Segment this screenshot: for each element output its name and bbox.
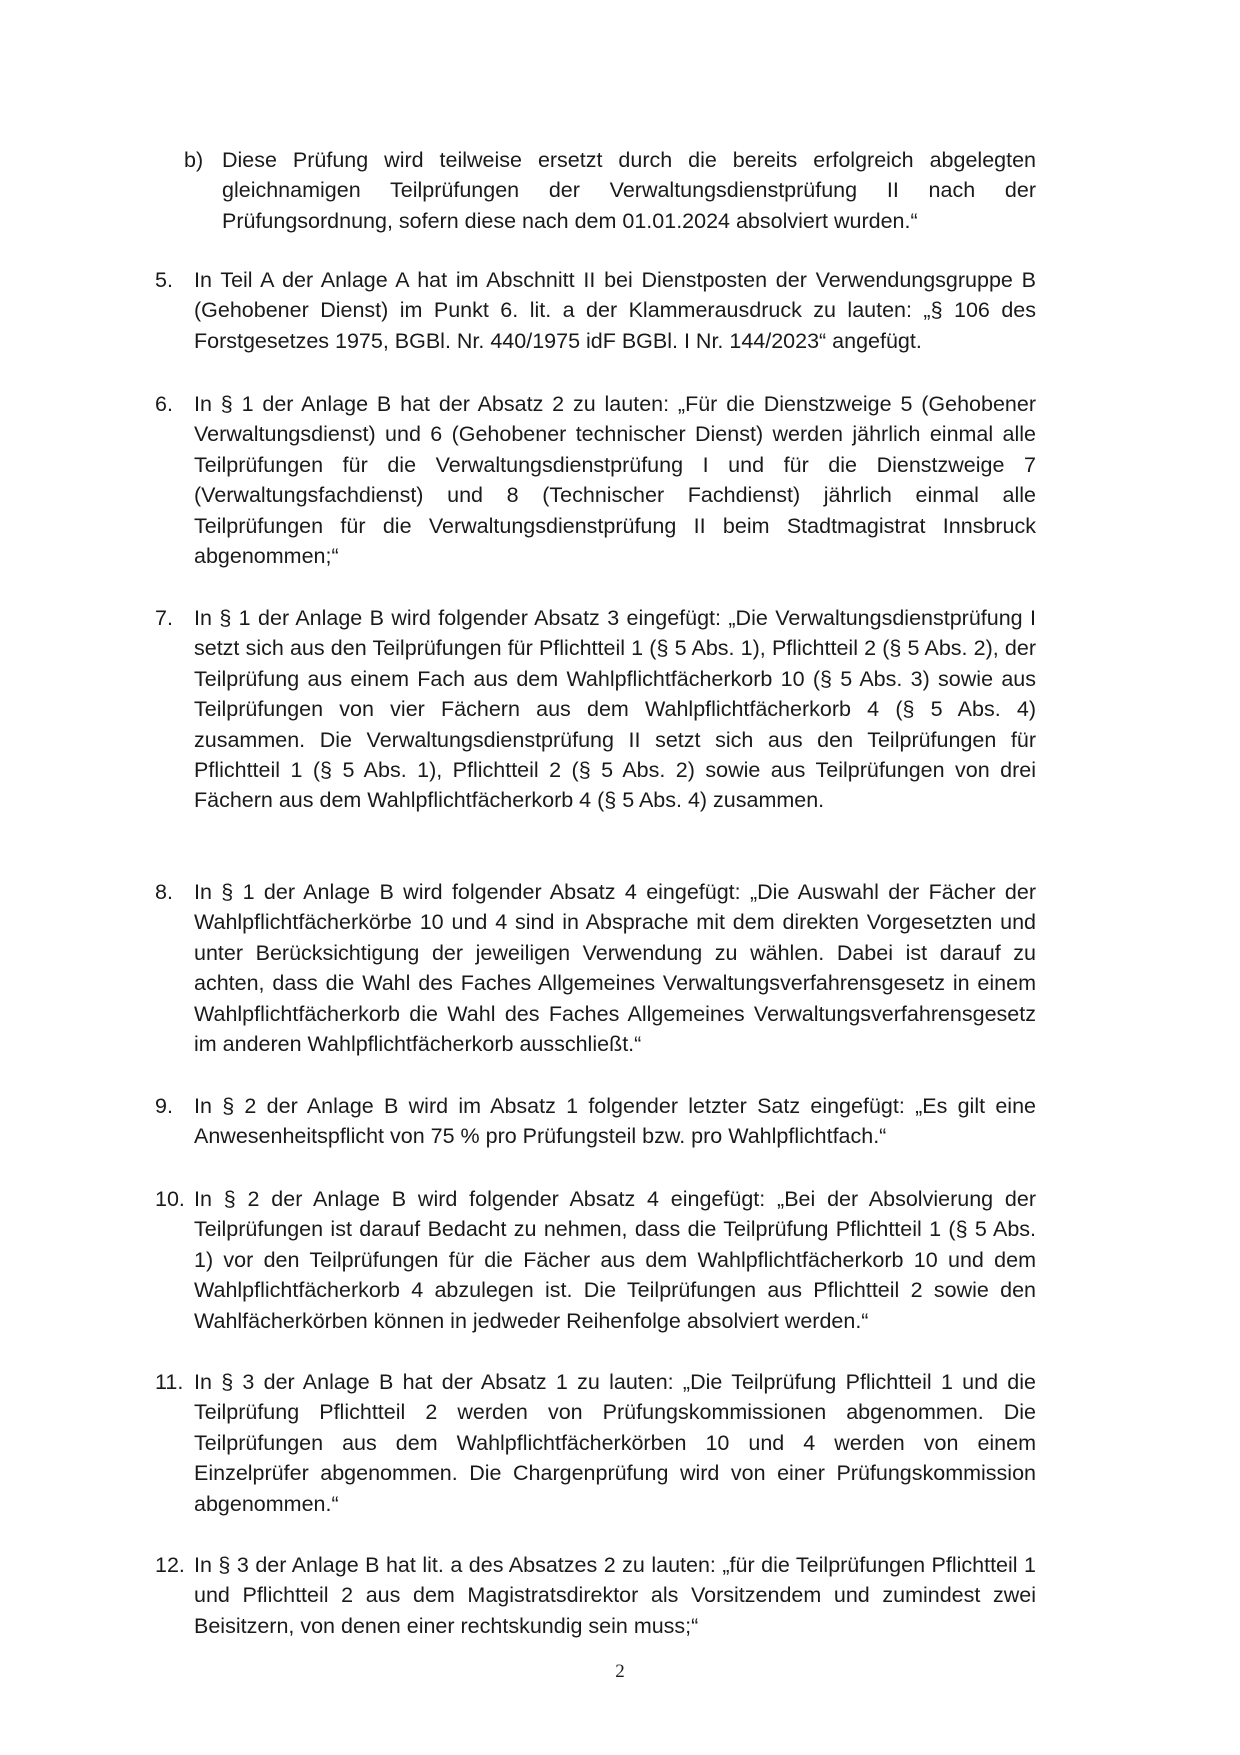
paragraph-text: In § 1 der Anlage B wird folgender Absatz 4 eingefügt: „Die Auswahl der Fächer der Wahlpflichtfächerkörbe 10 und 4 sind in Absprache mit dem direkten Vorgesetzten und unter Berücksichtigung der jeweiligen Verwendung zu wählen. Dabei ist darauf zu achten, dass die Wahl des Faches Allgemeines Verwaltungsverfahrensgesetz in einem Wahlpflichtfächerkorb die Wahl des Faches Allgemeines Verwaltungsverfahrensgesetz im anderen Wahlpflichtfächerkorb ausschließt.“ bbox=[194, 880, 1036, 1057]
paragraph-text: In § 2 der Anlage B wird folgender Absatz 4 eingefügt: „Bei der Absolvierung der Teilprüfungen ist darauf Bedacht zu nehmen, dass die Teilprüfung Pflichtteil 1 (§ 5 Abs. 1) vor den Teilprüfungen für die Fächer aus dem Wahlpflichtfächerkorb 10 und dem Wahlpflichtfächerkorb 4 abzulegen ist. Die Teilprüfungen aus Pflichtteil 2 sowie den Wahlfächerkörben können in jedweder Reihenfolge absolviert werden.“ bbox=[194, 1187, 1036, 1333]
list-number: 9. bbox=[155, 1094, 173, 1118]
page-number: 2 bbox=[615, 1661, 625, 1682]
list-number: 8. bbox=[155, 880, 173, 904]
list-marker: b) bbox=[184, 148, 204, 172]
paragraph-text: Diese Prüfung wird teilweise ersetzt durch die bereits erfolgreich abgelegten gleichnamigen Teilprüfungen der Verwaltungsdienstprüfung II nach der Prüfungsordnung, sofern diese nach dem 01.01.2024 absolviert wurden.“ bbox=[222, 148, 1036, 233]
list-item-10 bbox=[155, 1184, 1036, 1336]
list-number: 10. bbox=[155, 1187, 185, 1211]
list-item-6 bbox=[155, 389, 1036, 571]
list-item-8 bbox=[155, 877, 1036, 1059]
list-item-5 bbox=[155, 265, 1036, 356]
paragraph-text: In § 2 der Anlage B wird im Absatz 1 folgender letzter Satz eingefügt: „Es gilt eine Anwesenheitspflicht von 75 % pro Prüfungsteil bzw. pro Wahlpflichtfach.“ bbox=[194, 1094, 1036, 1149]
list-number: 7. bbox=[155, 606, 173, 630]
list-item-b bbox=[184, 145, 1036, 236]
list-item-9 bbox=[155, 1091, 1036, 1152]
list-number: 12. bbox=[155, 1553, 185, 1577]
paragraph-text: In § 3 der Anlage B hat der Absatz 1 zu lauten: „Die Teilprüfung Pflichtteil 1 und die Teilprüfung Pflichtteil 2 werden von Prüfungskommissionen abgenommen. Die Teilprüfungen aus dem Wahlpflichtfächerkörben 10 und 4 werden von einem Einzelprüfer abgenommen. Die Chargenprüfung wird von einer Prüfungskommission abgenommen.“ bbox=[194, 1370, 1036, 1516]
list-number: 11. bbox=[155, 1370, 184, 1394]
list-item-11 bbox=[155, 1367, 1036, 1519]
list-item-12 bbox=[155, 1550, 1036, 1641]
list-number: 6. bbox=[155, 392, 173, 416]
paragraph-text: In Teil A der Anlage A hat im Abschnitt II bei Dienstposten der Verwendungsgruppe B (Gehobener Dienst) im Punkt 6. lit. a der Klammerausdruck zu lauten: „§ 106 des Forstgesetzes 1975, BGBl. Nr. 440/1975 idF BGBl. I Nr. 144/2023“ angefügt. bbox=[194, 268, 1036, 353]
paragraph-text: In § 1 der Anlage B hat der Absatz 2 zu lauten: „Für die Dienstzweige 5 (Gehobener Verwaltungsdienst) und 6 (Gehobener technischer Dienst) werden jährlich einmal alle Teilprüfungen für die Verwaltungsdienstprüfung I und für die Dienstzweige 7 (Verwaltungsfachdienst) und 8 (Technischer Fachdienst) jährlich einmal alle Teilprüfungen für die Verwaltungsdienstprüfung II beim Stadtmagistrat Innsbruck abgenommen;“ bbox=[194, 392, 1036, 569]
list-number: 5. bbox=[155, 268, 173, 292]
paragraph-text: In § 3 der Anlage B hat lit. a des Absatzes 2 zu lauten: „für die Teilprüfungen Pflichtteil 1 und Pflichtteil 2 aus dem Magistratsdirektor als Vorsitzendem und zumindest zwei Beisitzern, von denen einer rechtskundig sein muss;“ bbox=[194, 1553, 1036, 1638]
paragraph-text: In § 1 der Anlage B wird folgender Absatz 3 eingefügt: „Die Verwaltungsdienstprüfung I setzt sich aus den Teilprüfungen für Pflichtteil 1 (§ 5 Abs. 1), Pflichtteil 2 (§ 5 Abs. 2), der Teilprüfung aus einem Fach aus dem Wahlpflichtfächerkorb 10 (§ 5 Abs. 3) sowie aus Teilprüfungen von vier Fächern aus dem Wahlpflichtfächerkorb 4 (§ 5 Abs. 4) zusammen. Die Verwaltungsdienstprüfung II setzt sich aus den Teilprüfungen für Pflichtteil 1 (§ 5 Abs. 1), Pflichtteil 2 (§ 5 Abs. 2) sowie aus Teilprüfungen von drei Fächern aus dem Wahlpflichtfächerkorb 4 (§ 5 Abs. 4) zusammen. bbox=[194, 606, 1036, 813]
list-item-7 bbox=[155, 603, 1036, 816]
